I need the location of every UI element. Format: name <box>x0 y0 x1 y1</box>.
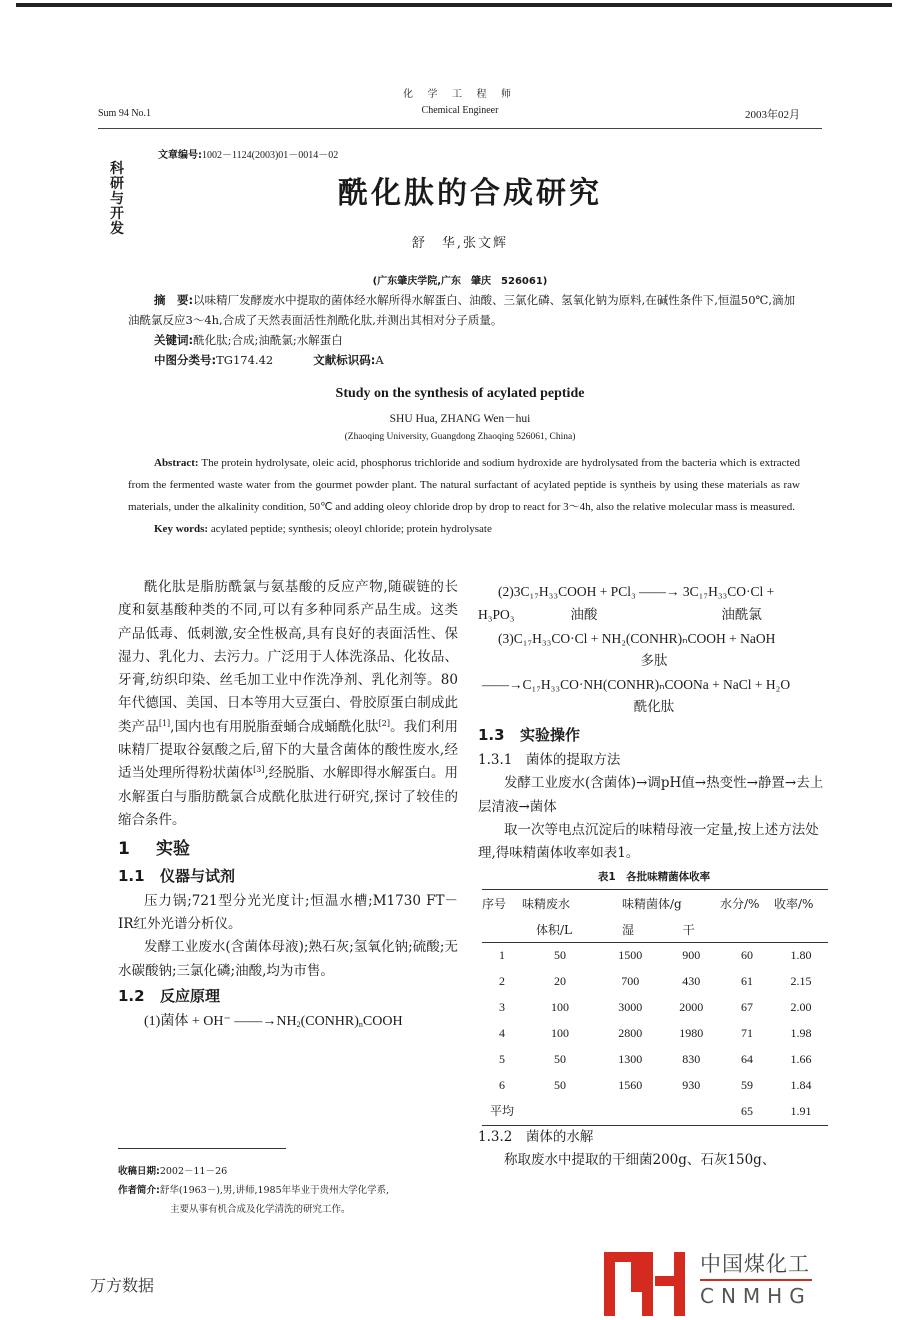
watermark-cn: 中国煤化工 <box>700 1252 810 1276</box>
process-flow: 发酵工业废水(含菌体)→调pH值→热变性→静置→去上层清液→菌体 <box>478 775 824 815</box>
table-cell: 60 <box>741 948 753 963</box>
paper-title: 酰化肽的合成研究 <box>338 176 602 211</box>
table-cell: 1300 <box>618 1052 643 1067</box>
received-label: 收稿日期: <box>118 1166 160 1177</box>
table-cell: 3 <box>499 1000 505 1015</box>
keywords-cn <box>128 330 800 350</box>
equation-3-line-1: (3)C₁₇H₃₃CO·Cl + NH₂(CONHR)ₙCOOH + NaOH <box>498 630 776 646</box>
header-issue: Sum 94 No.1 <box>98 108 152 119</box>
table-cell: 1 <box>499 948 505 963</box>
table-cell: 61 <box>741 974 753 989</box>
abstract-label: 摘 要: <box>154 293 194 307</box>
equation-1-subscript-a: 2 <box>296 1020 301 1030</box>
english-affiliation: (Zhaoqing University, Guangdong Zhaoqing 526061, China) <box>344 432 576 442</box>
english-keywords-label: Key words: <box>154 523 209 535</box>
label-oleoyl-chloride: 油酰氯 <box>721 607 762 623</box>
equation-1-reactants: (1)菌体 + OH⁻ <box>144 1014 235 1030</box>
citation-2[interactable]: [2] <box>378 718 390 728</box>
instruments-paragraph: 压力锅;721型分光光度计;恒温水槽;M1730 FT－IR红外光谱分析仪。 <box>118 892 458 933</box>
author-bio <box>118 1181 478 1200</box>
section-1-number: 1 <box>118 839 130 860</box>
section-1-3-2-heading: 1.3.2 菌体的水解 <box>478 1128 594 1145</box>
reagents-paragraph: 发酵工业废水(含菌体母液);熟石灰;氢氧化钠;硫酸;无水碳酸钠;三氯化磷;油酸,均为市售。 <box>118 939 458 979</box>
label-polypeptide: 多肽 <box>640 652 668 669</box>
table-cell: 1.84 <box>790 1078 812 1093</box>
table-subheader-wet: 湿 <box>622 922 635 937</box>
table-cell: 5 <box>499 1052 505 1067</box>
section-1-heading <box>118 838 458 861</box>
section-1-3-1-heading: 1.3.1 菌体的提取方法 <box>478 752 621 769</box>
logo-bar <box>631 1252 642 1292</box>
table-header-volume: 味精废水 <box>522 896 571 911</box>
article-number-value: 1002－1124(2003)01－0014－02 <box>202 150 339 161</box>
table-header-row <box>482 889 828 916</box>
section-1-1-heading <box>118 865 458 888</box>
citation-3[interactable]: [3] <box>253 765 265 775</box>
table-cell: 830 <box>682 1052 701 1067</box>
classification-label: 中图分类号: <box>154 353 217 367</box>
keywords-text: 酰化肽;合成;油酰氯;水解蛋白 <box>193 333 343 347</box>
table-cell: 2800 <box>618 1026 643 1041</box>
equation-1 <box>118 1010 458 1033</box>
article-number <box>158 146 338 161</box>
table-cell: 930 <box>682 1078 701 1093</box>
intro-text-4: ,经脱脂、水解即得水解蛋白。用水解蛋白与脂肪酰氯合成酰化肽进行研究,探讨了较佳的缩合条件。 <box>118 765 459 828</box>
table-cell: 1.66 <box>790 1052 812 1067</box>
reaction-arrow-icon: ——→ <box>234 1014 277 1030</box>
table-cell: 700 <box>621 974 640 989</box>
header-rule <box>98 128 822 129</box>
table-cell: 50 <box>554 1052 566 1067</box>
section-1-3-number: 1.3 <box>478 725 505 744</box>
table-cell: 100 <box>551 1000 569 1015</box>
table-cell: 100 <box>551 1026 569 1041</box>
table-cell: 1560 <box>618 1078 643 1093</box>
intro-paragraph <box>118 576 458 832</box>
table-cell: 67 <box>741 1000 753 1015</box>
table-cell: 1500 <box>618 948 643 963</box>
table-body <box>482 942 828 1125</box>
equation-1-product-c: COOH <box>362 1014 403 1030</box>
section-1-3-title: 实验操作 <box>520 725 581 744</box>
logo-bar <box>674 1252 685 1316</box>
side-section-label: 科研与开发 <box>110 161 124 237</box>
table-cell: 6 <box>499 1078 505 1093</box>
table-cell: 20 <box>554 974 566 989</box>
english-title: Study on the synthesis of acylated peptide <box>335 386 585 401</box>
section-1-3-heading <box>478 724 830 747</box>
table-cell: 71 <box>741 1026 753 1041</box>
abstract-text: 以味精厂发酵废水中提取的菌体经水解所得水解蛋白、油酸、三氯化磷、氢氧化钠为原料,在碱性条件下,恒温50℃,滴加油酰氯反应3～4h,合成了天然表面活性剂酰化肽,并测出其相对分子质量。 <box>128 293 796 327</box>
section-1-2-number: 1.2 <box>118 987 145 1006</box>
english-abstract-block <box>128 452 800 540</box>
yield-table <box>482 889 828 1126</box>
doc-code-value: A <box>375 353 384 367</box>
table-cell: 2 <box>499 974 505 989</box>
english-abstract <box>128 452 800 518</box>
equation-2-line-1: (2)3C₁₇H₃₃COOH + PCl₃ ——→ 3C₁₇H₃₃CO·Cl + <box>498 584 775 599</box>
table-row <box>482 969 828 995</box>
article-number-label: 文章编号: <box>158 150 202 161</box>
classification <box>128 350 800 370</box>
logo-bar <box>642 1252 653 1316</box>
table-cell: 430 <box>682 974 701 989</box>
english-abstract-label: Abstract: <box>154 457 199 469</box>
english-keywords <box>128 518 800 540</box>
table-subheader-dry: 干 <box>682 922 695 937</box>
section-1-2-title: 反应原理 <box>160 987 221 1006</box>
section-1-title: 实验 <box>156 839 190 860</box>
intro-text-2: ,国内也有用脱脂蚕蛹合成蛹酰化肽 <box>170 718 379 735</box>
right-column <box>478 580 830 1172</box>
table-row <box>482 1099 828 1126</box>
table-cell: 1.98 <box>790 1026 812 1041</box>
table-cell: 4 <box>499 1026 505 1041</box>
chinese-abstract-block <box>128 290 800 370</box>
affiliation: (广东肇庆学院,广东 肇庆 526061) <box>372 276 548 287</box>
table-cell <box>663 1099 720 1126</box>
table-cell: 2.00 <box>790 1000 812 1015</box>
author-bio-text-2: 主要从事有机合成及化学清洗的研究工作。 <box>170 1204 351 1215</box>
equation-1-subscript-b: n <box>358 1020 363 1030</box>
table-cell: 1980 <box>679 1026 704 1041</box>
author-bio-label: 作者简介: <box>118 1185 160 1196</box>
table-cell: 900 <box>682 948 701 963</box>
table-subheader-row <box>482 916 828 943</box>
table-row <box>482 942 828 969</box>
label-oleic-acid: 油酸 <box>570 607 598 623</box>
label-acylated-peptide: 酰化肽 <box>633 699 675 716</box>
header-date: 2003年02月 <box>745 109 800 121</box>
watermark-logo <box>600 1246 815 1316</box>
table-cell: 2.15 <box>790 974 812 989</box>
table-cell: 50 <box>554 1078 566 1093</box>
table-header-moisture: 水分/% <box>720 896 760 911</box>
equation-2-byproduct: H₃PO₃ <box>478 607 515 623</box>
table-cell: 1.91 <box>774 1099 828 1126</box>
table-row <box>482 1021 828 1047</box>
abstract-cn <box>128 290 800 330</box>
hydrolysis-text: 称取废水中提取的干细菌200g、石灰150g、 <box>504 1152 776 1169</box>
classification-value: TG174.42 <box>216 353 274 367</box>
author-bio-text: 舒华(1963－),男,讲师,1985年毕业于贵州大学化学系, <box>159 1185 390 1196</box>
process-text: 取一次等电点沉淀后的味精母液一定量,按上述方法处理,得味精菌体收率如表1。 <box>478 821 819 862</box>
table-cell: 65 <box>720 1099 774 1126</box>
top-rule <box>16 3 892 7</box>
table-header-index: 序号 <box>482 896 507 911</box>
table-cell: 59 <box>741 1078 753 1093</box>
header-journal <box>380 87 540 119</box>
table-cell: 64 <box>741 1052 753 1067</box>
english-keywords-text: acylated peptide; synthesis; oleoyl chloride; protein hydrolysate <box>210 523 492 535</box>
equation-1-product-b: (CONHR) <box>300 1014 359 1030</box>
doc-code-label: 文献标识码: <box>313 353 376 367</box>
equation-3-line-2: ——→C₁₇H₃₃CO·NH(CONHR)ₙCOONa + NaCl + H₂O <box>482 677 791 693</box>
table-row <box>482 1073 828 1099</box>
citation-1[interactable]: [1] <box>158 718 171 728</box>
table-cell: 1.80 <box>790 948 812 963</box>
received-date <box>118 1162 478 1181</box>
journal-name-cn: 化 学 工 程 师 <box>403 89 517 100</box>
left-column <box>118 576 458 1034</box>
equation-1-product-a: NH <box>276 1014 297 1030</box>
received-value: 2002－11－26 <box>159 1166 228 1177</box>
intro-text-1: 酰化肽是脂肪酰氯与氨基酸的反应产物,随碳链的长度和氨基酸种类的不同,可以有多种同系产品生成。这类产品低毒、低刺激,安全性极高,具有良好的表面活性、保湿力、乳化力、去污力。广泛用于人体洗涤品、化妆品、牙膏,纺织印染、丝毛加工业中作洗净剂、乳化剂等。80年代德国、美国、日本等用大豆蛋白、骨胶原蛋白制成此类产品 <box>118 579 458 735</box>
section-1-1-title: 仪器与试剂 <box>160 866 236 885</box>
table-cell: 2000 <box>679 1000 704 1015</box>
english-authors: SHU Hua, ZHANG Wen－hui <box>389 413 531 425</box>
table-header-biomass: 味精菌体/g <box>622 896 682 911</box>
table-cell: 3000 <box>618 1000 643 1015</box>
watermark-en: CNMHG <box>700 1284 812 1308</box>
journal-name-en: Chemical Engineer <box>421 105 499 116</box>
authors: 舒 华,张文辉 <box>411 236 509 251</box>
table-cell: 50 <box>554 948 566 963</box>
intro-text-3: 。我们利用味精厂提取谷氨酸之后,留下的大量含菌体的酸性废水,经适当处理所得粉状菌体 <box>118 718 459 782</box>
table-caption: 表1 各批味精菌体收率 <box>597 870 711 883</box>
cnmhg-logo-icon <box>600 1246 696 1316</box>
watermark-divider <box>700 1279 812 1281</box>
footnotes <box>118 1162 478 1219</box>
table-subheader-volume-unit: 体积/L <box>536 922 573 937</box>
keywords-label: 关键词: <box>154 333 194 347</box>
table-cell: 平均 <box>482 1099 522 1126</box>
wanfang-data-mark: 万方数据 <box>90 1276 155 1295</box>
equation-2-line-2 <box>478 603 830 626</box>
table-row <box>482 995 828 1021</box>
table-row <box>482 1047 828 1073</box>
english-abstract-text: The protein hydrolysate, oleic acid, phosphorus trichloride and sodium hydroxide are hydrolysated from the bacteria which is extracted from the fermented waste water from the gourmet powder plant. The natural surfactant of acylated peptide is syntheis by using these materials as raw materials, under the alkalinity condition, 50℃ and adding oleoy chloride drop by drop to react for 3～4h, also the relative molecular mass is measured. <box>128 457 800 513</box>
section-1-1-number: 1.1 <box>118 866 145 885</box>
section-1-2-heading <box>118 985 458 1008</box>
table-cell <box>522 1099 598 1126</box>
table-cell <box>598 1099 663 1126</box>
footnote-rule <box>118 1148 286 1149</box>
table-header-yield: 收率/% <box>774 896 814 911</box>
